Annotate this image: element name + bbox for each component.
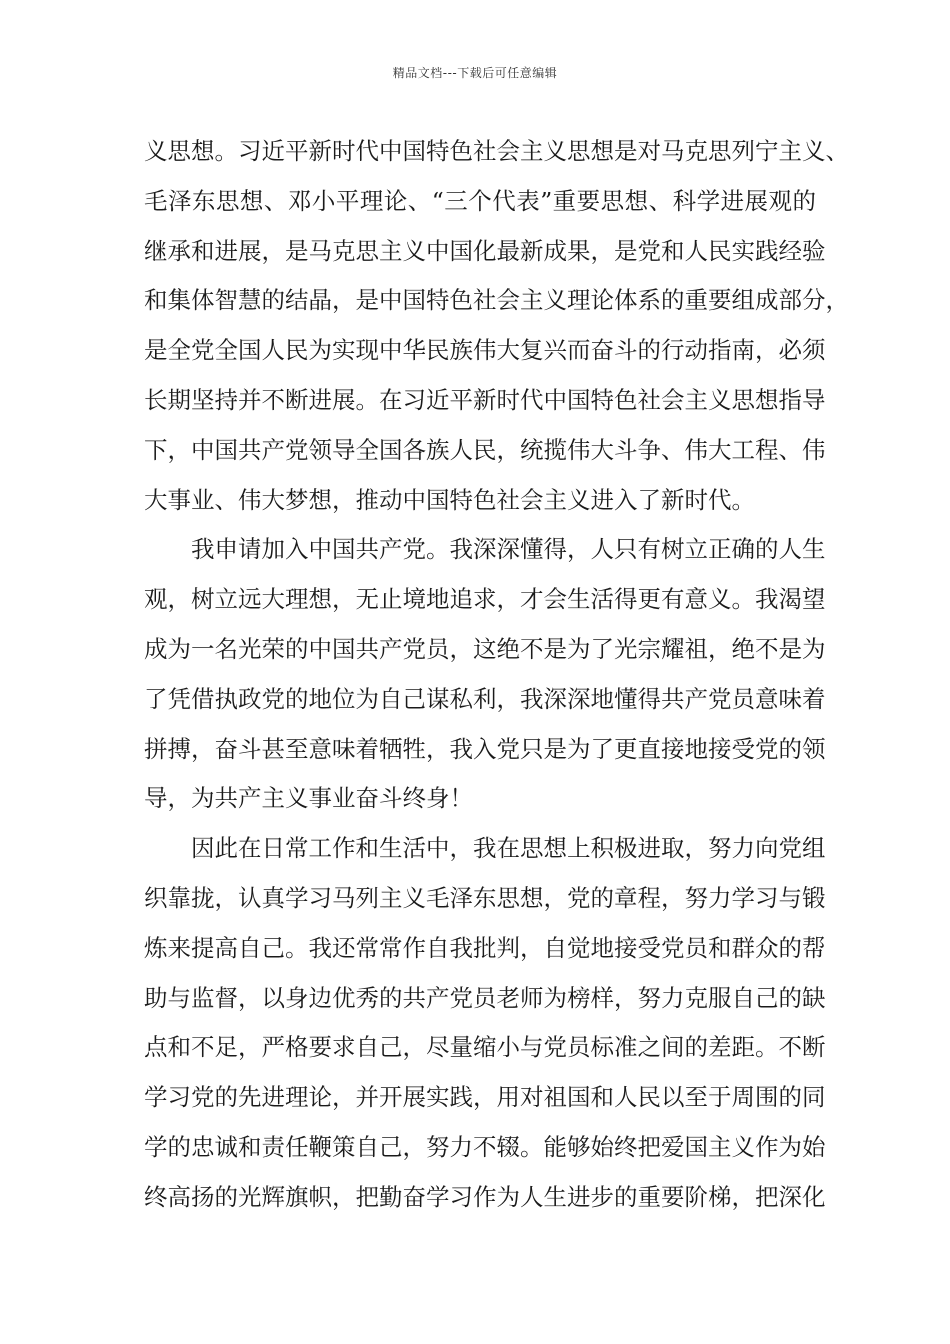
text-line: 了凭借执政党的地位为自己谋私利，我深深地懂得共产党员意味着 — [144, 684, 826, 713]
text-line: 继承和进展，是马克思主义中国化最新成果，是党和人民实践经验 — [144, 236, 826, 265]
paragraph-2 — [144, 525, 826, 824]
text-line: 学的忠诚和责任鞭策自己，努力不辍。能够始终把爱国主义作为始 — [144, 1132, 826, 1161]
body-text — [144, 127, 849, 1223]
text-line: 炼来提高自己。我还常常作自我批判，自觉地接受党员和群众的帮 — [144, 933, 826, 962]
text-line: 助与监督，以身边优秀的共产党员老师为榜样，努力克服自己的缺 — [144, 983, 826, 1012]
text-line: 成为一名光荣的中国共产党员，这绝不是为了光宗耀祖，绝不是为 — [144, 634, 826, 663]
text-line: 点和不足，严格要求自己，尽量缩小与党员标准之间的差距。不断 — [144, 1033, 826, 1062]
text-line: 因此在日常工作和生活中，我在思想上积极进取，努力向党组 — [191, 834, 826, 863]
text-line: 导，为共产主义事业奋斗终身！ — [144, 784, 473, 813]
text-line: 下，中国共产党领导全国各族人民，统揽伟大斗争、伟大工程、伟 — [144, 435, 826, 464]
text-line: 拼搏，奋斗甚至意味着牺牲，我入党只是为了更直接地接受党的领 — [144, 734, 826, 763]
text-line: 和集体智慧的结晶，是中国特色社会主义理论体系的重要组成部分， — [144, 286, 849, 315]
text-line: 长期坚持并不断进展。在习近平新时代中国特色社会主义思想指导 — [144, 385, 826, 414]
text-line: 毛泽东思想、邓小平理论、“三个代表”重要思想、科学进展观的 — [144, 186, 816, 215]
text-line: 学习党的先进理论，并开展实践，用对祖国和人民以至于周围的同 — [144, 1083, 826, 1112]
paragraph-3 — [144, 824, 826, 1222]
page-header: 精品文档---下载后可任意编辑 — [392, 66, 558, 80]
text-line: 观，树立远大理想，无止境地追求，才会生活得更有意义。我渴望 — [144, 585, 826, 614]
paragraph-1 — [144, 127, 849, 525]
text-line: 终高扬的光辉旗帜，把勤奋学习作为人生进步的重要阶梯，把深化 — [144, 1182, 826, 1211]
text-line: 我申请加入中国共产党。我深深懂得，人只有树立正确的人生 — [191, 535, 826, 564]
text-line: 织靠拢，认真学习马列主义毛泽东思想，党的章程，努力学习与锻 — [144, 883, 826, 912]
text-line: 大事业、伟大梦想，推动中国特色社会主义进入了新时代。 — [144, 485, 755, 514]
text-line: 义思想。习近平新时代中国特色社会主义思想是对马克思列宁主义、 — [144, 137, 849, 165]
text-line: 是全党全国人民为实现中华民族伟大复兴而奋斗的行动指南，必须 — [144, 336, 826, 365]
